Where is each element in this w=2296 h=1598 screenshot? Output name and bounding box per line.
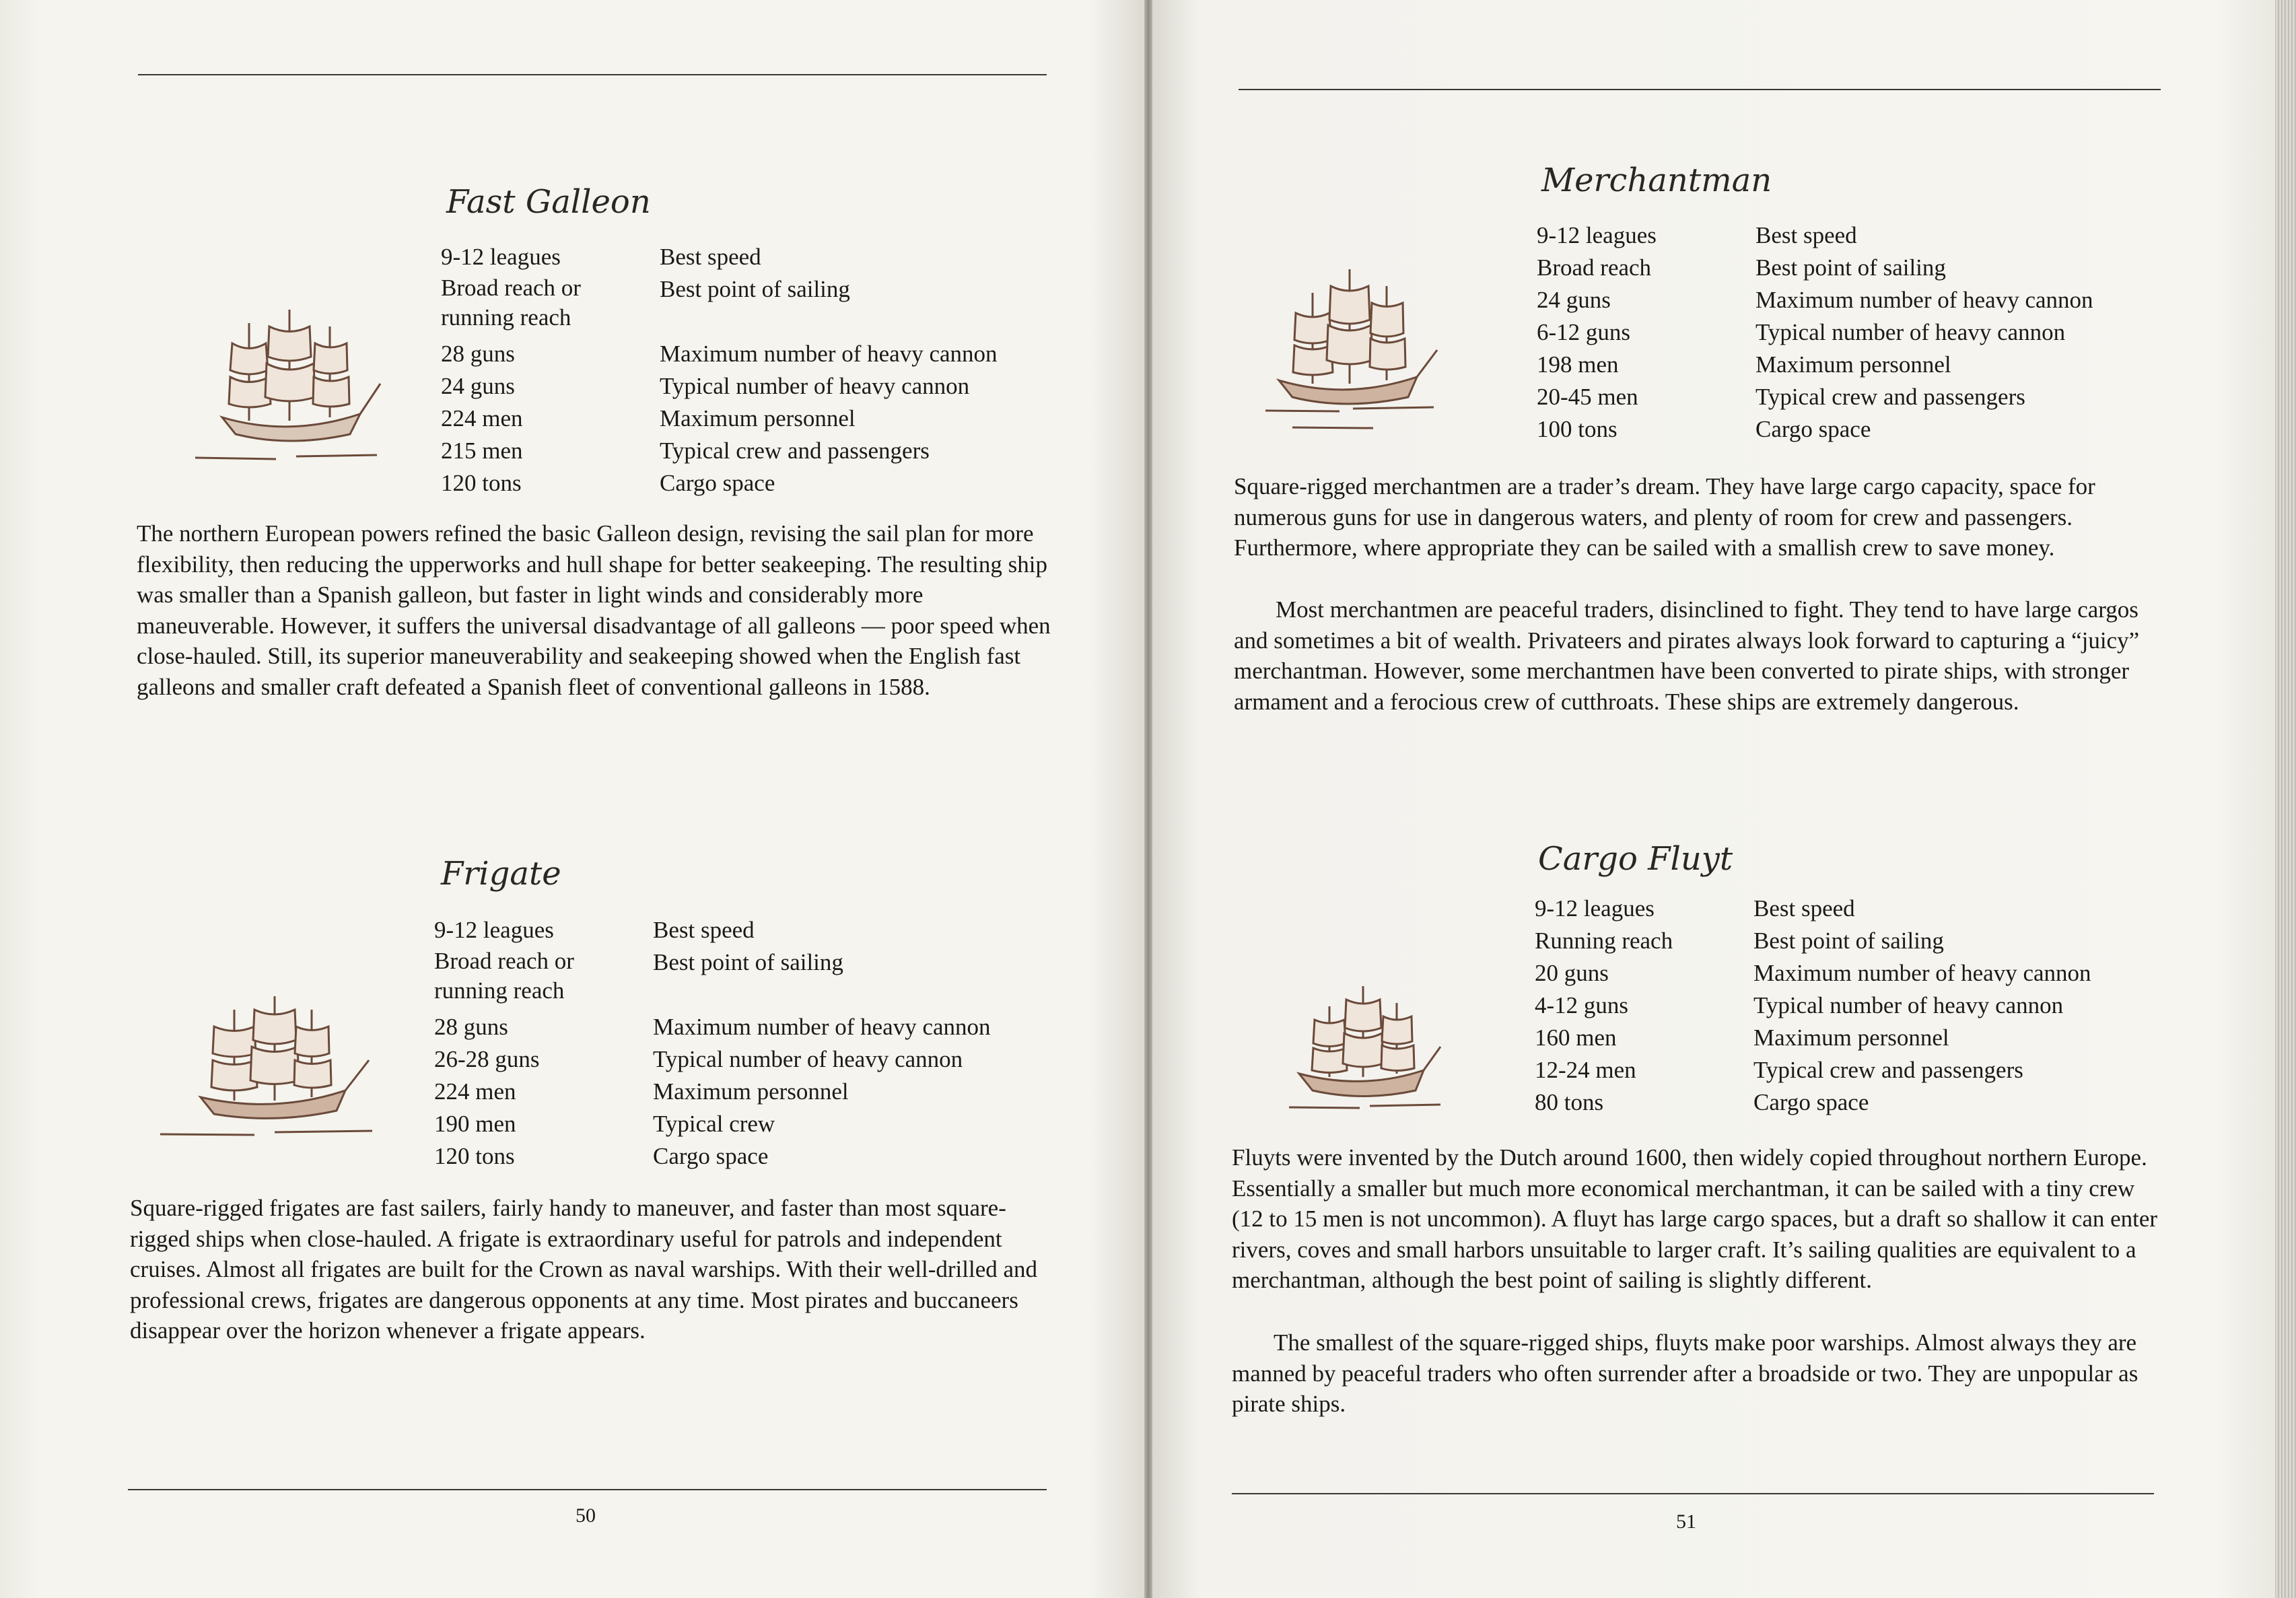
spec-label: Best speed (1755, 222, 1857, 248)
spec-value: 9-12 leagues (1537, 222, 1657, 248)
spec-row (1537, 252, 2217, 284)
frigate-ship-icon (160, 989, 376, 1144)
spec-value: 224 men (434, 1078, 516, 1105)
spec-value: 215 men (441, 438, 523, 464)
spec-row (1537, 316, 2217, 349)
spec-label: Maximum personnel (1753, 1024, 1949, 1051)
spec-row (434, 946, 1114, 1011)
spec-row (1535, 1086, 2215, 1119)
spec-label: Best point of sailing (1755, 254, 1946, 281)
section-title: Fast Galleon (446, 183, 651, 221)
spec-value: Running reach (1535, 928, 1673, 954)
spec-row (434, 1076, 1114, 1108)
spec-label: Typical crew and passengers (1755, 384, 2025, 410)
spec-label: Best point of sailing (660, 276, 850, 302)
spec-label: Maximum personnel (660, 405, 856, 431)
spec-label: Maximum personnel (653, 1078, 849, 1105)
spec-label: Best speed (1753, 895, 1855, 922)
spec-row (441, 273, 1114, 338)
spec-row (1535, 893, 2215, 925)
spec-value: 24 guns (441, 373, 515, 399)
bottom-rule (1232, 1493, 2154, 1494)
spec-value: Broad reach or running reach (434, 948, 574, 1004)
spec-value: 28 guns (441, 341, 515, 367)
frigate-description: Square-rigged frigates are fast sailers, fairly handy to maneuver, and faster than most square-rigged ships when close-hauled. A frigate is extraordinary useful for patrols and independent cruises. Almost all frigates are built for the Crown as naval warships. With their well-drilled and professional crews, frigates are dangerous opponents at any time. Most pirates and buccaneers disappear over the horizon whenever a frigate appears. (130, 1195, 1038, 1344)
spec-row (441, 403, 1114, 435)
page-number: 50 (576, 1504, 596, 1527)
left-page (0, 0, 1144, 1598)
spec-value: Broad reach or running reach (441, 275, 581, 331)
spec-row (441, 241, 1114, 273)
spec-row (441, 435, 1114, 467)
spec-value: 12-24 men (1535, 1057, 1636, 1083)
spec-row (1537, 219, 2217, 252)
spec-value: 28 guns (434, 1014, 508, 1040)
spec-value: 9-12 leagues (441, 244, 561, 270)
spec-row (1537, 284, 2217, 316)
section-title: Merchantman (1541, 162, 1772, 199)
spec-label: Maximum number of heavy cannon (1755, 287, 2093, 313)
spec-row (441, 338, 1114, 370)
spec-label: Best point of sailing (653, 949, 843, 975)
spec-label: Maximum number of heavy cannon (660, 341, 998, 367)
spec-label: Cargo space (653, 1143, 769, 1169)
bottom-rule (128, 1489, 1047, 1490)
spec-row (434, 1043, 1114, 1076)
spec-value: 9-12 leagues (1535, 895, 1655, 922)
fast-galleon-description: The northern European powers refined the basic Galleon design, revising the sail plan for more flexibility, then reducing the upperworks and hull shape for better seakeeping. The resulting ship was smaller than a Spanish galleon, but faster in light winds and considerably more maneuverable. However, it suffers the universal disadvantage of all galleons — poor speed when close-hauled. Still, its superior maneuverability and seakeeping showed when the English fast galleons and smaller craft defeated a Spanish fleet of conventional galleons in 1588. (137, 520, 1051, 700)
spec-value: 20 guns (1535, 960, 1609, 986)
top-rule (138, 74, 1047, 75)
spec-row (1535, 957, 2215, 989)
merchantman-description-2: Most merchantmen are peaceful traders, disinclined to fight. They tend to have large cargos and sometimes a bit of wealth. Privateers and pirates always look forward to capturing a “juicy” merchantman. However, some merchantmen have been converted to pirate ships, with stronger armament and a ferocious crew of cutthroats. These ships are extremely dangerous. (1234, 596, 2140, 715)
spec-label: Typical number of heavy cannon (653, 1046, 963, 1072)
fast-galleon-specs (441, 241, 1114, 499)
book-gutter (1144, 0, 1152, 1598)
spec-value: 20-45 men (1537, 384, 1638, 410)
spec-label: Typical crew and passengers (1753, 1057, 2023, 1083)
spec-row (434, 1011, 1114, 1043)
spec-row (1537, 413, 2217, 446)
fluyt-ship-icon (1289, 979, 1444, 1121)
merchantman-description-1: Square-rigged merchantmen are a trader’s dream. They have large cargo capacity, space for numerous guns for use in dangerous waters, and plenty of room for crew and passengers. Furthermore, where appropriate they can be sailed with a smallish crew to save money. (1234, 473, 2095, 561)
spec-value: 26-28 guns (434, 1046, 540, 1072)
spec-value: 120 tons (441, 470, 522, 496)
spec-label: Cargo space (1755, 416, 1871, 442)
page-number: 51 (1676, 1510, 1696, 1533)
spec-row (1535, 989, 2215, 1022)
spec-label: Typical crew and passengers (660, 438, 930, 464)
spec-label: Maximum number of heavy cannon (653, 1014, 991, 1040)
spec-value: Broad reach (1537, 254, 1652, 281)
spec-label: Typical number of heavy cannon (1755, 319, 2066, 345)
section-title: Cargo Fluyt (1538, 840, 1733, 878)
spec-row (434, 914, 1114, 946)
spec-label: Cargo space (1753, 1089, 1869, 1115)
spec-label: Best speed (653, 917, 755, 943)
spec-label: Best speed (660, 244, 761, 270)
cargo-fluyt-description-2: The smallest of the square-rigged ships, fluyts make poor warships. Almost always they are manned by peaceful traders who often surrender after a broadside or two. They are unpopular as pirate ships. (1232, 1329, 2138, 1417)
page-edges (2275, 0, 2296, 1598)
spec-row (1537, 381, 2217, 413)
spec-row (1535, 1054, 2215, 1086)
spec-value: 224 men (441, 405, 523, 431)
spec-label: Best point of sailing (1753, 928, 1944, 954)
spec-row (1535, 925, 2215, 957)
spec-value: 198 men (1537, 351, 1619, 378)
spec-row (441, 370, 1114, 403)
spec-value: 6-12 guns (1537, 319, 1631, 345)
spec-value: 24 guns (1537, 287, 1611, 313)
spec-value: 80 tons (1535, 1089, 1604, 1115)
spec-row (441, 467, 1114, 499)
frigate-specs (434, 914, 1114, 1173)
spec-label: Cargo space (660, 470, 775, 496)
top-rule (1239, 89, 2161, 90)
spec-label: Maximum number of heavy cannon (1753, 960, 2091, 986)
spec-value: 4-12 guns (1535, 992, 1629, 1018)
cargo-fluyt-specs (1535, 893, 2215, 1119)
merchantman-specs (1537, 219, 2217, 446)
spec-row (434, 1108, 1114, 1140)
spec-row (1537, 349, 2217, 381)
section-title: Frigate (441, 855, 561, 893)
spec-value: 120 tons (434, 1143, 515, 1169)
spec-label: Typical number of heavy cannon (1753, 992, 2064, 1018)
spec-value: 100 tons (1537, 416, 1617, 442)
spec-row (434, 1140, 1114, 1173)
cargo-fluyt-description-1: Fluyts were invented by the Dutch around 1600, then widely copied throughout northern Europe. Essentially a smaller but much more economical merchantman, it can be sailed with a tiny crew (12 to 15 men is not uncommon). A fluyt has large cargo spaces, but a draft so shallow it can enter rivers, coves and small harbors unsuitable to larger craft. It’s sailing qualities are equivalent to a merchantman, although the best point of sailing is slightly different. (1232, 1144, 2158, 1293)
spec-value: 160 men (1535, 1024, 1617, 1051)
merchantman-ship-icon (1265, 266, 1440, 441)
spec-label: Typical crew (653, 1111, 775, 1137)
spec-row (1535, 1022, 2215, 1054)
spec-value: 190 men (434, 1111, 516, 1137)
spec-value: 9-12 leagues (434, 917, 554, 943)
spec-label: Typical number of heavy cannon (660, 373, 970, 399)
spec-label: Maximum personnel (1755, 351, 1951, 378)
galleon-ship-icon (195, 303, 384, 471)
